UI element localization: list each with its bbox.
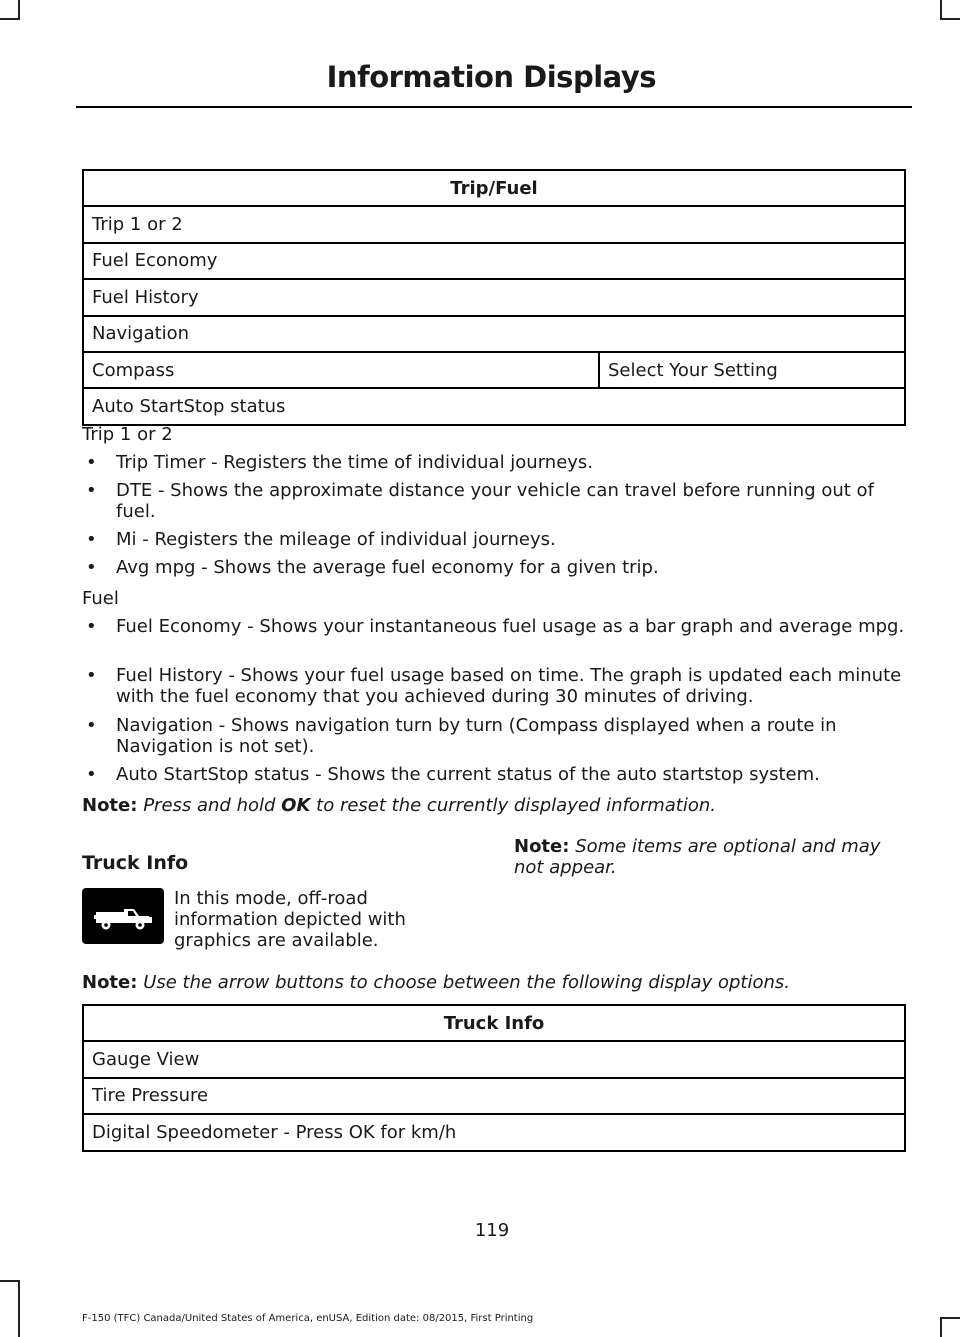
crop-mark xyxy=(940,1317,942,1337)
table-row: Navigation xyxy=(83,316,905,352)
crop-mark xyxy=(940,1317,960,1319)
crop-mark xyxy=(18,1280,20,1337)
table-cell: Compass xyxy=(83,352,599,388)
note-optional: Note: Some items are optional and may not appear. xyxy=(514,836,881,878)
edition-footer: F-150 (TFC) Canada/United States of America, enUSA, Edition date: 08/2015, First Printing xyxy=(82,1313,534,1324)
table-row: Digital Speedometer - Press OK for km/h xyxy=(83,1114,905,1150)
note-reset: Note: Press and hold OK to reset the currently displayed information. xyxy=(82,795,716,816)
crop-mark xyxy=(0,1280,20,1282)
fuel-heading: Fuel xyxy=(82,588,119,609)
truck-info-heading: Truck Info xyxy=(82,852,189,874)
crop-mark xyxy=(18,0,20,20)
crop-mark xyxy=(0,18,20,20)
table-row: Fuel Economy xyxy=(83,243,905,279)
header-divider xyxy=(76,106,912,108)
truck-info-table xyxy=(82,1004,906,1152)
trip-fuel-table xyxy=(82,169,906,426)
table-header: Trip/Fuel xyxy=(83,170,905,206)
list-item: • Fuel Economy - Shows your instantaneous fuel usage as a bar graph and average mpg. xyxy=(86,616,905,637)
list-item: • Avg mpg - Shows the average fuel economy for a given trip. xyxy=(86,557,659,578)
note-arrows: Note: Use the arrow buttons to choose between the following display options. xyxy=(82,972,790,993)
table-row: Fuel History xyxy=(83,279,905,315)
list-item: • Navigation - Shows navigation turn by turn (Compass displayed when a route in Navigation is not set). xyxy=(86,715,837,757)
list-item: • Auto StartStop status - Shows the current status of the auto startstop system. xyxy=(86,764,820,785)
list-item: • DTE - Shows the approximate distance your vehicle can travel before running out of fuel. xyxy=(86,480,874,522)
list-item: • Mi - Registers the mileage of individual journeys. xyxy=(86,529,556,550)
table-row: Tire Pressure xyxy=(83,1078,905,1114)
crop-mark xyxy=(940,18,960,20)
trip-heading: Trip 1 or 2 xyxy=(82,424,173,445)
table-cell: Select Your Setting xyxy=(599,352,905,388)
table-header: Truck Info xyxy=(83,1005,905,1041)
table-row: Trip 1 or 2 xyxy=(83,206,905,242)
list-item: • Trip Timer - Registers the time of individual journeys. xyxy=(86,452,594,473)
truck-info-description: In this mode, off-road information depicted with graphics are available. xyxy=(174,888,406,951)
section-title: Information Displays xyxy=(326,60,656,94)
truck-icon xyxy=(82,888,164,944)
crop-mark xyxy=(940,0,942,20)
table-row: Auto StartStop status xyxy=(83,388,905,424)
page-number: 119 xyxy=(474,1220,510,1241)
list-item: • Fuel History - Shows your fuel usage based on time. The graph is updated each minute with the fuel economy that you achieved during 30 minutes of driving. xyxy=(86,665,902,707)
table-row: Gauge View xyxy=(83,1041,905,1077)
